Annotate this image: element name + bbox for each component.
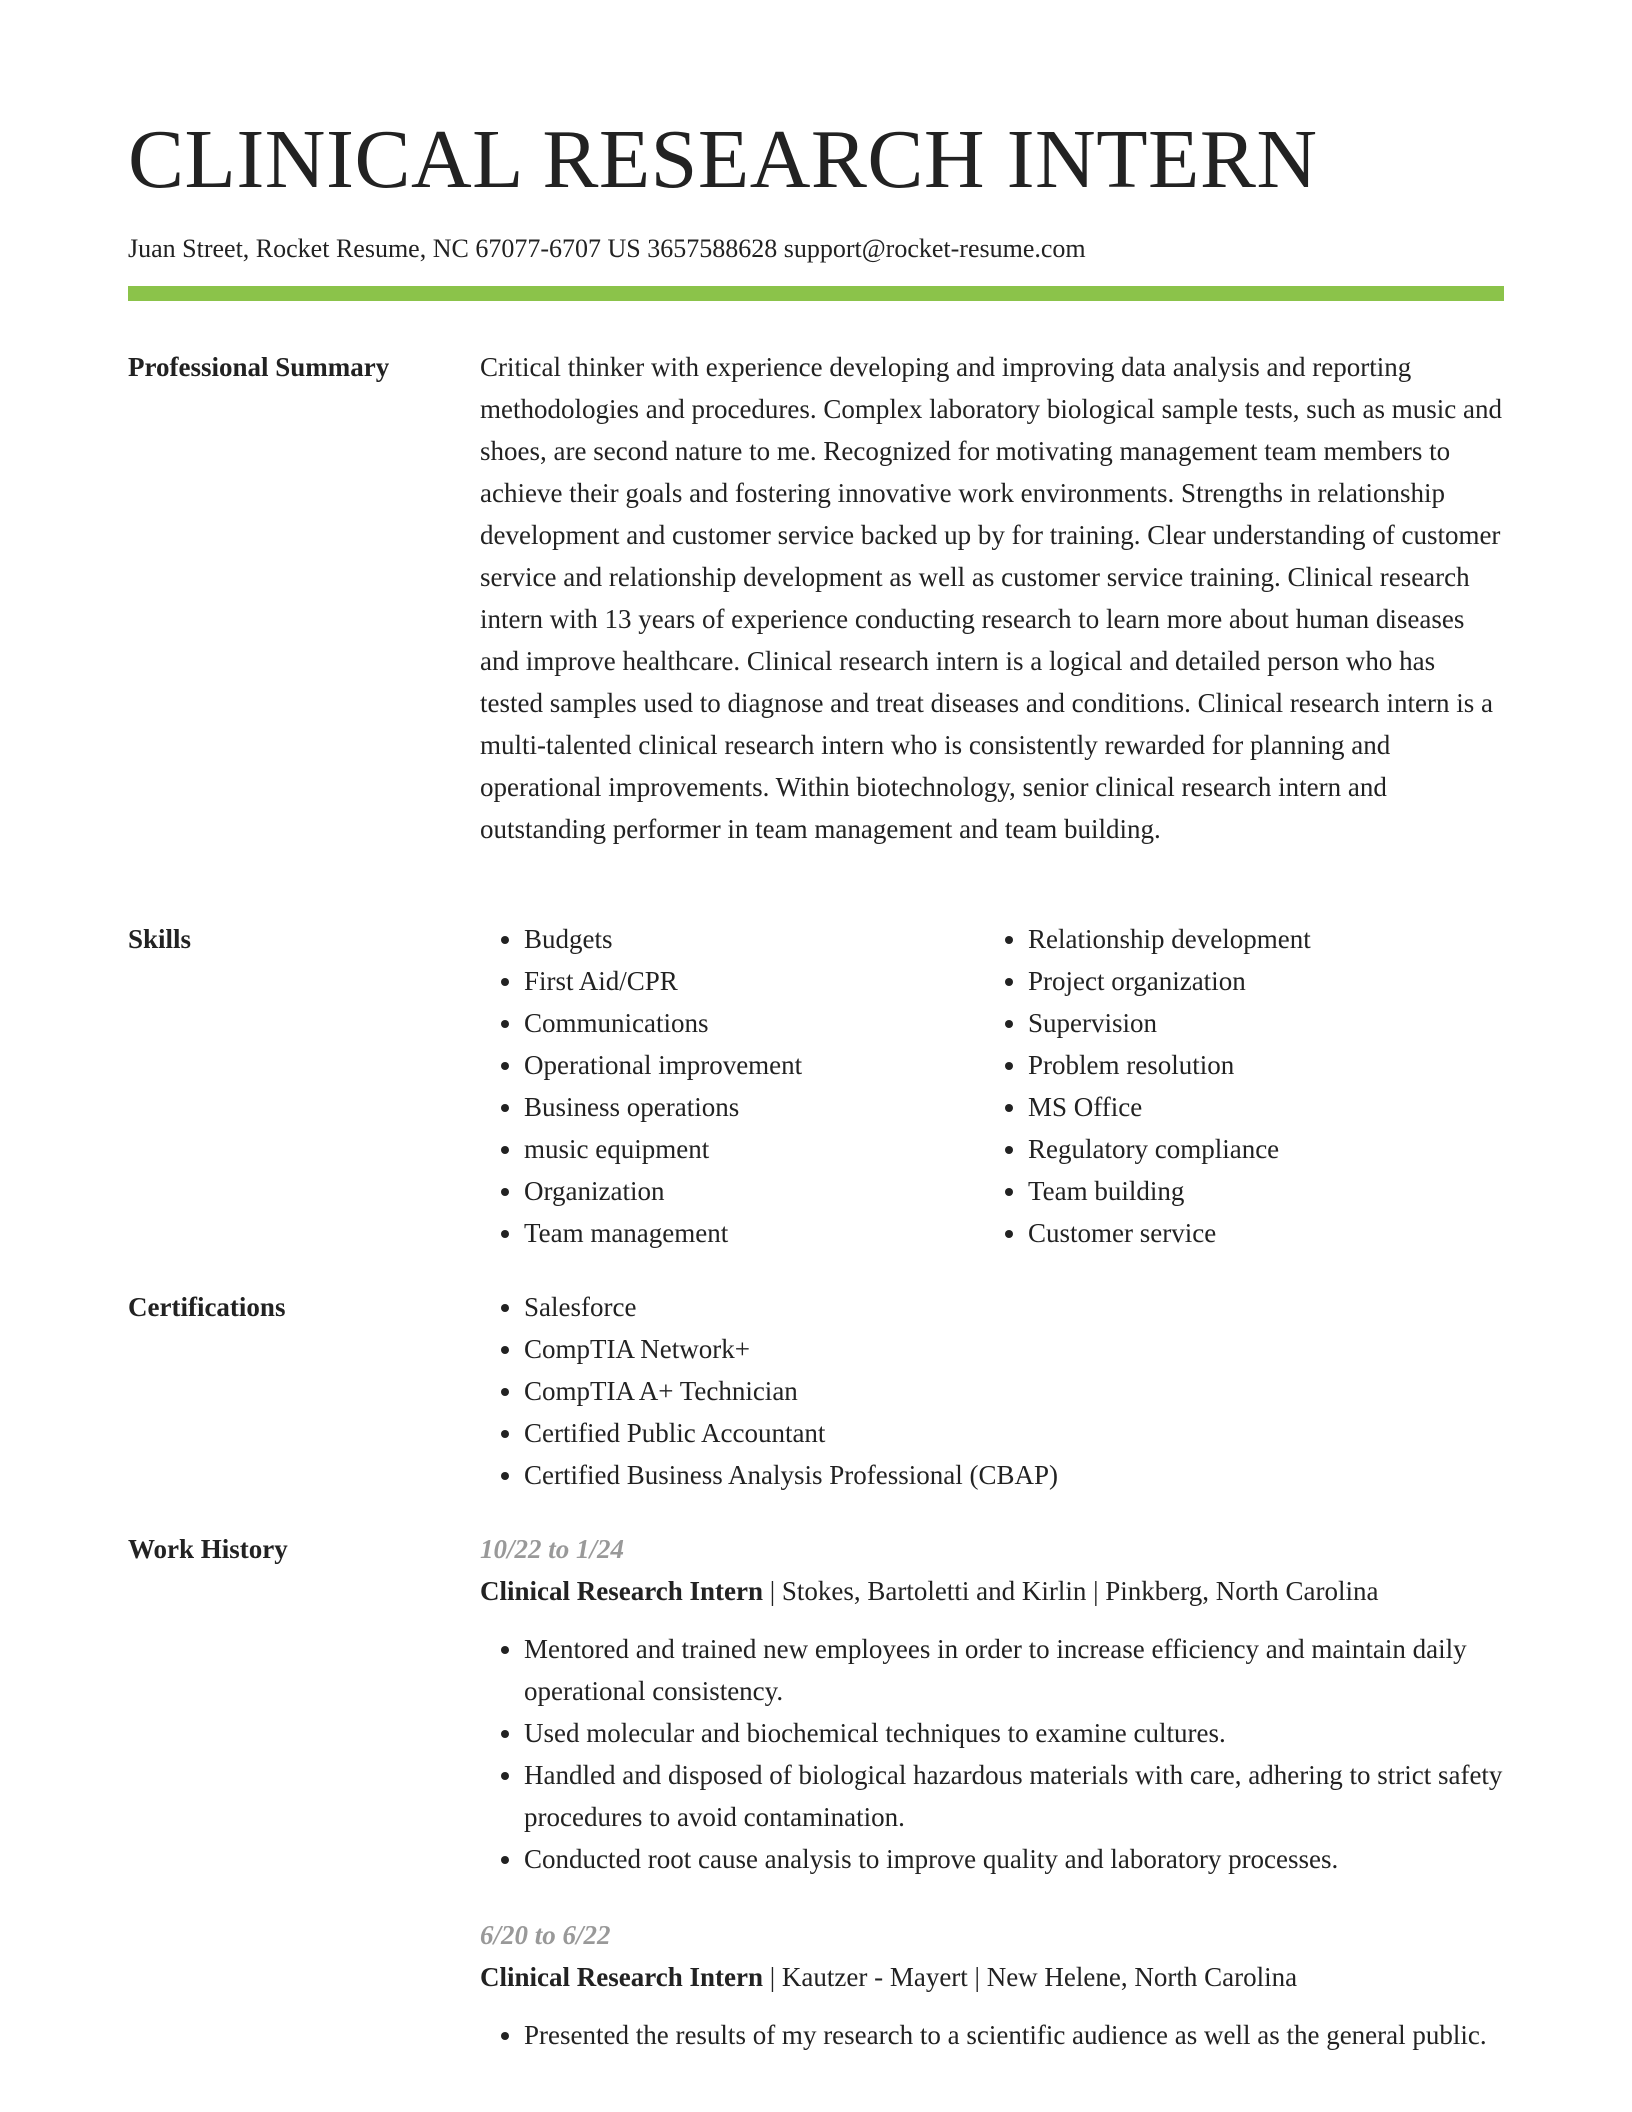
skills-list-left [480, 918, 984, 1254]
list-item: • Operational improvement [524, 1044, 984, 1086]
list-item: • Regulatory compliance [1028, 1128, 1488, 1170]
list-item: • Presented the results of my research to a scientific audience as well as the general public. [524, 2014, 1504, 2056]
job-entry [480, 1528, 1504, 1880]
list-item: • Business operations [524, 1086, 984, 1128]
job-details: | Kautzer - Mayert | New Helene, North Carolina [762, 1962, 1298, 1992]
list-item: • Conducted root cause analysis to improve quality and laboratory processes. [524, 1838, 1504, 1880]
list-item: • Certified Public Accountant [524, 1412, 1504, 1454]
list-item: • Relationship development [1028, 918, 1488, 960]
certifications-label: Certifications [128, 1292, 286, 1322]
list-item: • Team building [1028, 1170, 1488, 1212]
list-item: • Used molecular and biochemical techniques to examine cultures. [524, 1712, 1504, 1754]
summary-label: Professional Summary [128, 352, 390, 382]
skills-list-right [984, 918, 1488, 1254]
resume-title: CLINICAL RESEARCH INTERN [128, 113, 1318, 206]
job-heading [480, 1570, 1504, 1612]
skills-label: Skills [128, 924, 192, 954]
job-heading [480, 1956, 1504, 1998]
job-title: Clinical Research Intern [480, 1962, 763, 1992]
list-item: • Organization [524, 1170, 984, 1212]
list-item: • Handled and disposed of biological hazardous materials with care, adhering to strict safety procedures to avoid contamination. [524, 1754, 1504, 1838]
list-item: • Project organization [1028, 960, 1488, 1002]
job-bullets [480, 2014, 1504, 2056]
list-item: • MS Office [1028, 1086, 1488, 1128]
job-dates: 10/22 to 1/24 [480, 1534, 625, 1564]
summary-text: Critical thinker with experience developing and improving data analysis and reporting methodologies and procedures. Complex laboratory biological sample tests, such as music and shoes, are second nature to me. Recognized for motivating management team members to achieve their goals and fostering innovative work environments. Strengths in relationship development and customer service backed up by for training. Clear understanding of customer service and relationship development as well as customer service training. Clinical research intern with 13 years of experience conducting research to learn more about human diseases and improve healthcare. Clinical research intern is a logical and detailed person who has tested samples used to diagnose and treat diseases and conditions. Clinical research intern is a multi-talented clinical research intern who is consistently rewarded for planning and operational improvements. Within biotechnology, senior clinical research intern and outstanding performer in team management and team building. [480, 352, 1503, 844]
job-dates: 6/20 to 6/22 [480, 1920, 611, 1950]
list-item: • First Aid/CPR [524, 960, 984, 1002]
job-title: Clinical Research Intern [480, 1576, 763, 1606]
list-item: • Supervision [1028, 1002, 1488, 1044]
job-entry [480, 1914, 1504, 2056]
list-item: • Mentored and trained new employees in order to increase efficiency and maintain daily operational consistency. [524, 1628, 1504, 1712]
job-details: | Stokes, Bartoletti and Kirlin | Pinkberg, North Carolina [762, 1576, 1379, 1606]
list-item: • Budgets [524, 918, 984, 960]
list-item: • Certified Business Analysis Professional (CBAP) [524, 1454, 1504, 1496]
certifications-list [480, 1286, 1504, 1496]
list-item: • CompTIA Network+ [524, 1328, 1504, 1370]
list-item: • music equipment [524, 1128, 984, 1170]
list-item: • Customer service [1028, 1212, 1488, 1254]
list-item: • Team management [524, 1212, 984, 1254]
list-item: • CompTIA A+ Technician [524, 1370, 1504, 1412]
contact-line: Juan Street, Rocket Resume, NC 67077-6707 US 3657588628 support@rocket-resume.com [128, 234, 1086, 263]
header-divider [128, 286, 1504, 301]
list-item: • Salesforce [524, 1286, 1504, 1328]
list-item: • Communications [524, 1002, 984, 1044]
job-bullets [480, 1628, 1504, 1880]
work-history-label: Work History [128, 1534, 288, 1564]
list-item: • Problem resolution [1028, 1044, 1488, 1086]
